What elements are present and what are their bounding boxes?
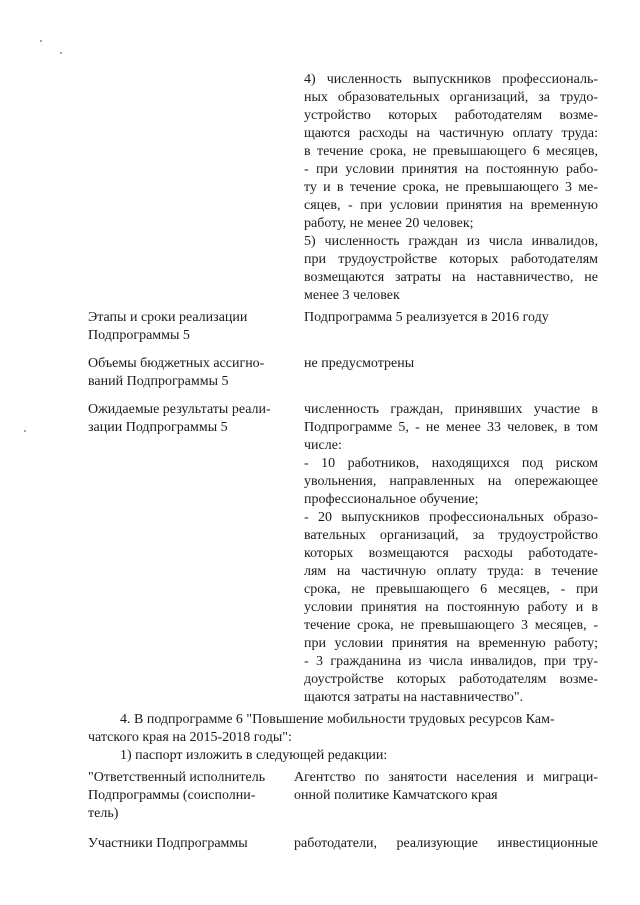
row-value: Агентство по занятости населения и миграци- (294, 770, 598, 785)
row-value: вательных организаций, за трудоустройство (304, 528, 598, 543)
row-value: профессиональное обучение; (304, 492, 479, 507)
row-label: Участники Подпрограммы (88, 836, 248, 851)
scan-speck (60, 52, 62, 54)
text-line: 5) численность граждан из числа инвалидов, (304, 234, 598, 249)
row-value: - 3 гражданина из числа инвалидов, при тру- (304, 654, 598, 669)
row-label: Подпрограммы (соисполни- (88, 788, 256, 803)
scan-speck (24, 430, 26, 432)
row-value: доустройстве которых работодателям возме- (304, 672, 598, 687)
text-line: в течение срока, не превышающего 6 месяцев, (304, 144, 598, 159)
text-line: щаются расходы на частичную оплату труда: (304, 126, 598, 141)
row-value: которых возмещаются расходы работодате- (304, 546, 598, 561)
text-line: сяцев, - при условии принятия на временную (304, 198, 598, 213)
row-value: численность граждан, принявших участие в (304, 402, 598, 417)
text-line: - при условии принятия на постоянную рабо- (304, 162, 598, 177)
paragraph-line: 4. В подпрограмме 6 "Повышение мобильности трудовых ресурсов Кам- (120, 712, 555, 727)
row-value: увольнения, направленных на опережающее (304, 474, 598, 489)
row-value: не предусмотрены (304, 356, 415, 371)
text-line: ту и в течение срока, не превышающего 3 ме- (304, 180, 598, 195)
text-line: 4) численность выпускников профессиональ- (304, 72, 598, 87)
paragraph-subline: 1) паспорт изложить в следующей редакции: (120, 748, 388, 763)
text-line: при трудоустройстве которых работодателям (304, 252, 598, 267)
row-label: "Ответственный исполнитель (88, 770, 266, 785)
row-label: Этапы и сроки реализации (88, 310, 248, 325)
row-label: тель) (88, 806, 119, 821)
text-line: работу, не менее 20 человек; (304, 216, 474, 231)
row-value: онной политике Камчатского края (294, 788, 498, 803)
row-value: работодатели, реализующие инвестиционные (294, 836, 598, 851)
row-value: при условии принятия на временную работу; (304, 636, 598, 651)
row-value: - 20 выпускников профессиональных образо- (304, 510, 598, 525)
row-value: щаются затраты на наставничество". (304, 690, 524, 705)
paragraph-line: чатского края на 2015-2018 годы": (88, 730, 292, 745)
row-label: ваний Подпрограммы 5 (88, 374, 229, 389)
row-label: зации Подпрограммы 5 (88, 420, 228, 435)
text-line: менее 3 человек (304, 288, 400, 303)
row-label: Подпрограммы 5 (88, 328, 190, 343)
row-value: лям на частичную оплату труда: в течение (304, 564, 598, 579)
row-value: - 10 работников, находящихся под риском (304, 456, 598, 471)
text-line: устройство которых работодателям возме- (304, 108, 598, 123)
text-line: ных образовательных организаций, за трудо- (304, 90, 598, 105)
row-value: Подпрограмме 5, - не менее 33 человек, в том (304, 420, 598, 435)
text-line: возмещаются затраты на наставничество, не (304, 270, 598, 285)
row-value: Подпрограмма 5 реализуется в 2016 году (304, 310, 549, 325)
row-value: срока, не превышающего 6 месяцев, - при (304, 582, 598, 597)
row-value: течение срока, не превышающего 3 месяцев, - (304, 618, 598, 633)
row-value: числе: (304, 438, 342, 453)
row-value: условии принятия на постоянную работу и в (304, 600, 598, 615)
row-label: Объемы бюджетных ассигно- (88, 356, 265, 371)
scan-speck (40, 40, 42, 42)
row-label: Ожидаемые результаты реали- (88, 402, 271, 417)
